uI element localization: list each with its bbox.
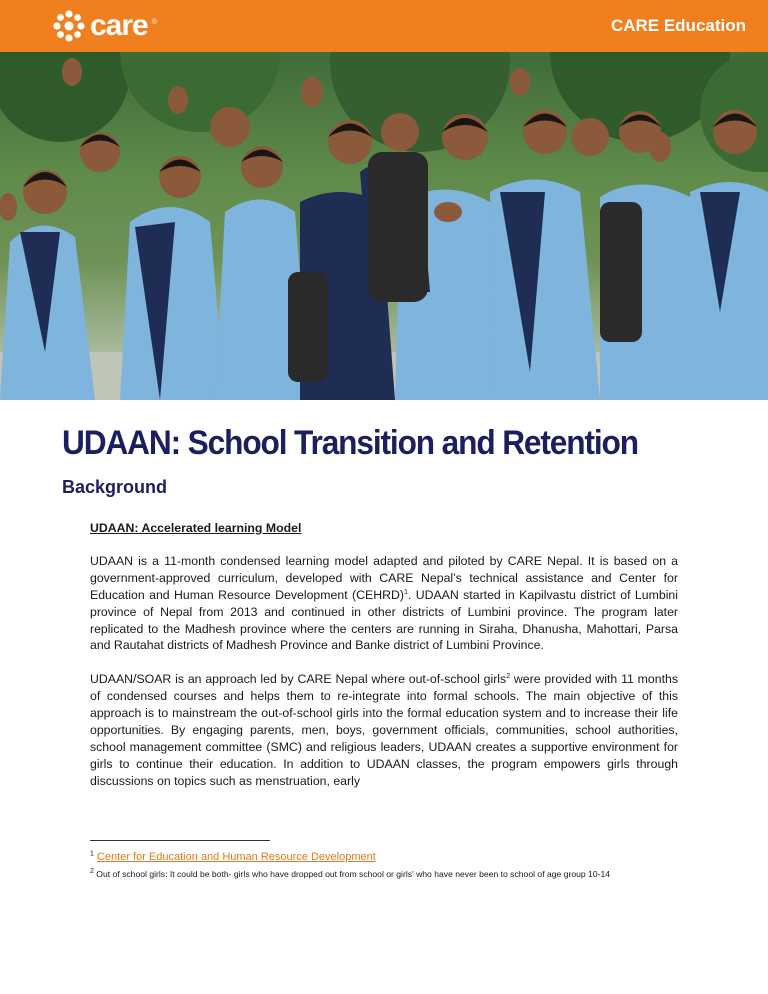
footnote-2 — [90, 869, 730, 879]
paragraph-2-text-a: UDAAN/SOAR is an approach led by CARE Nepal where out-of-school girls — [90, 672, 507, 687]
logo-text: care — [90, 9, 148, 42]
footnote-1-link[interactable]: Center for Education and Human Resource Development — [96, 851, 376, 863]
paragraph-2-text-b: were provided with 11 months of condensed courses and helps them to re-integrate into formal schools. The main objective of this approach is to mainstream the out-of-school girls into the formal education system and to increase their life opportunities. By engaging parents, men, boys, government officials, communities, school authorities, school management committee (SMC) and religious leaders, UDAAN creates a supportive environment for girls to continue their education. In addition to UDAAN classes, the program empowers girls through discussions on topics such as menstruation, early — [90, 672, 678, 788]
body-content — [90, 520, 678, 807]
logo-trademark: ® — [151, 19, 157, 26]
care-logo-icon — [52, 9, 86, 43]
paragraph-2 — [90, 671, 678, 789]
paragraph-1-text-b: . UDAAN started in Kapilvastu district of Lumbini province of Nepal from 2013 and continued in other districts of Lumbini province. The program later replicated to the Madhesh province where the centers are running in Siraha, Dhanusha, Mahottari, Parsa and Rautahat districts of Madhesh Province and Banke district of Lumbini Province. — [90, 587, 678, 653]
background-heading: Background — [62, 477, 168, 497]
footnote-1-number: 1 — [90, 850, 94, 858]
footnote-ref-2[interactable]: 2 — [506, 673, 511, 681]
page-title: UDAAN: School Transition and Retention — [62, 424, 638, 462]
section-label: CARE Education — [610, 16, 746, 35]
footnote-ref-1[interactable]: 1 — [403, 588, 408, 596]
group-photo-icon — [0, 52, 768, 400]
footnote-1 — [90, 851, 730, 863]
paragraph-1 — [90, 553, 678, 654]
paragraph-1-text-a: UDAAN is a 11-month condensed learning model adapted and piloted by CARE Nepal. It is based on a government-approved curriculum, developed with CARE Nepal’s technical assistance and Center for Education and Human Resource Development (CEHRD) — [90, 553, 678, 602]
footnote-2-number: 2 — [90, 868, 94, 876]
footnote-2-text: Out of school girls: It could be both- girls who have dropped out from school or girls' who have never been to school of age group 10-14 — [96, 869, 611, 879]
subheading: UDAAN: Accelerated learning Model — [90, 521, 302, 535]
footnote-divider — [90, 840, 270, 841]
hero-photo — [0, 52, 768, 400]
care-logo[interactable] — [52, 9, 157, 43]
header-bar — [0, 0, 768, 52]
